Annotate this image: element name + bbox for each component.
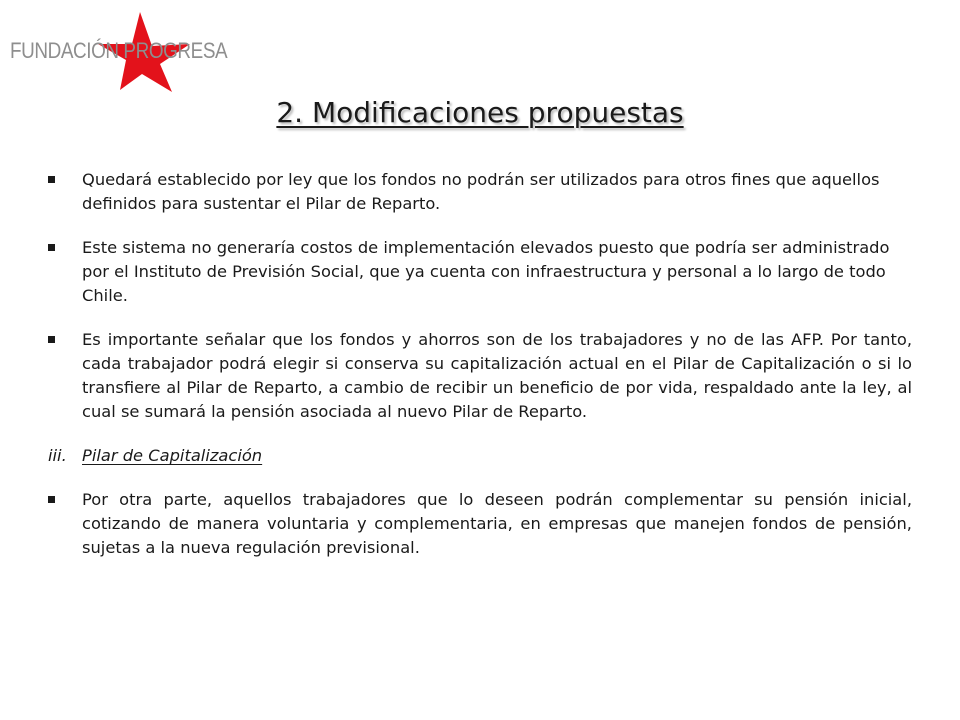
list-item [48, 488, 912, 560]
section-heading [48, 444, 912, 468]
square-bullet-icon [48, 176, 55, 183]
square-bullet-icon [48, 244, 55, 251]
list-item-text: Este sistema no generaría costos de implementación elevados puesto que podría ser administrado por el Instituto de Previsión Social, que ya cuenta con infraestructura y personal a lo largo de todo Chile. [82, 238, 890, 305]
list-item [48, 328, 912, 424]
section-number: iii. [48, 446, 67, 465]
list-item-text: Es importante señalar que los fondos y ahorros son de los trabajadores y no de las AFP. Por tanto, cada trabajador podrá elegir si conserva su capitalización actual en el Pilar de Capitalización o si lo transfiere al Pilar de Reparto, a cambio de recibir un beneficio de por vida, respaldado ante la ley, al cual se sumará la pensión asociada al nuevo Pilar de Reparto. [82, 330, 912, 421]
square-bullet-icon [48, 336, 55, 343]
list-item-text: Quedará establecido por ley que los fondos no podrán ser utilizados para otros fines que aquellos definidos para sustentar el Pilar de Reparto. [82, 170, 880, 213]
list-item-text: Por otra parte, aquellos trabajadores que lo deseen podrán complementar su pensión inicial, cotizando de manera voluntaria y complementaria, en empresas que manejen fondos de pensión, sujetas a la nueva regulación previsional. [82, 490, 912, 557]
logo [4, 8, 228, 94]
page-title: 2. Modificaciones propuestas [276, 96, 684, 129]
square-bullet-icon [48, 496, 55, 503]
list-item [48, 168, 912, 216]
section-label: Pilar de Capitalización [82, 446, 263, 465]
list-item [48, 236, 912, 308]
logo-text: FUNDACIÓN PROGRESA [10, 38, 228, 63]
content [48, 168, 912, 580]
